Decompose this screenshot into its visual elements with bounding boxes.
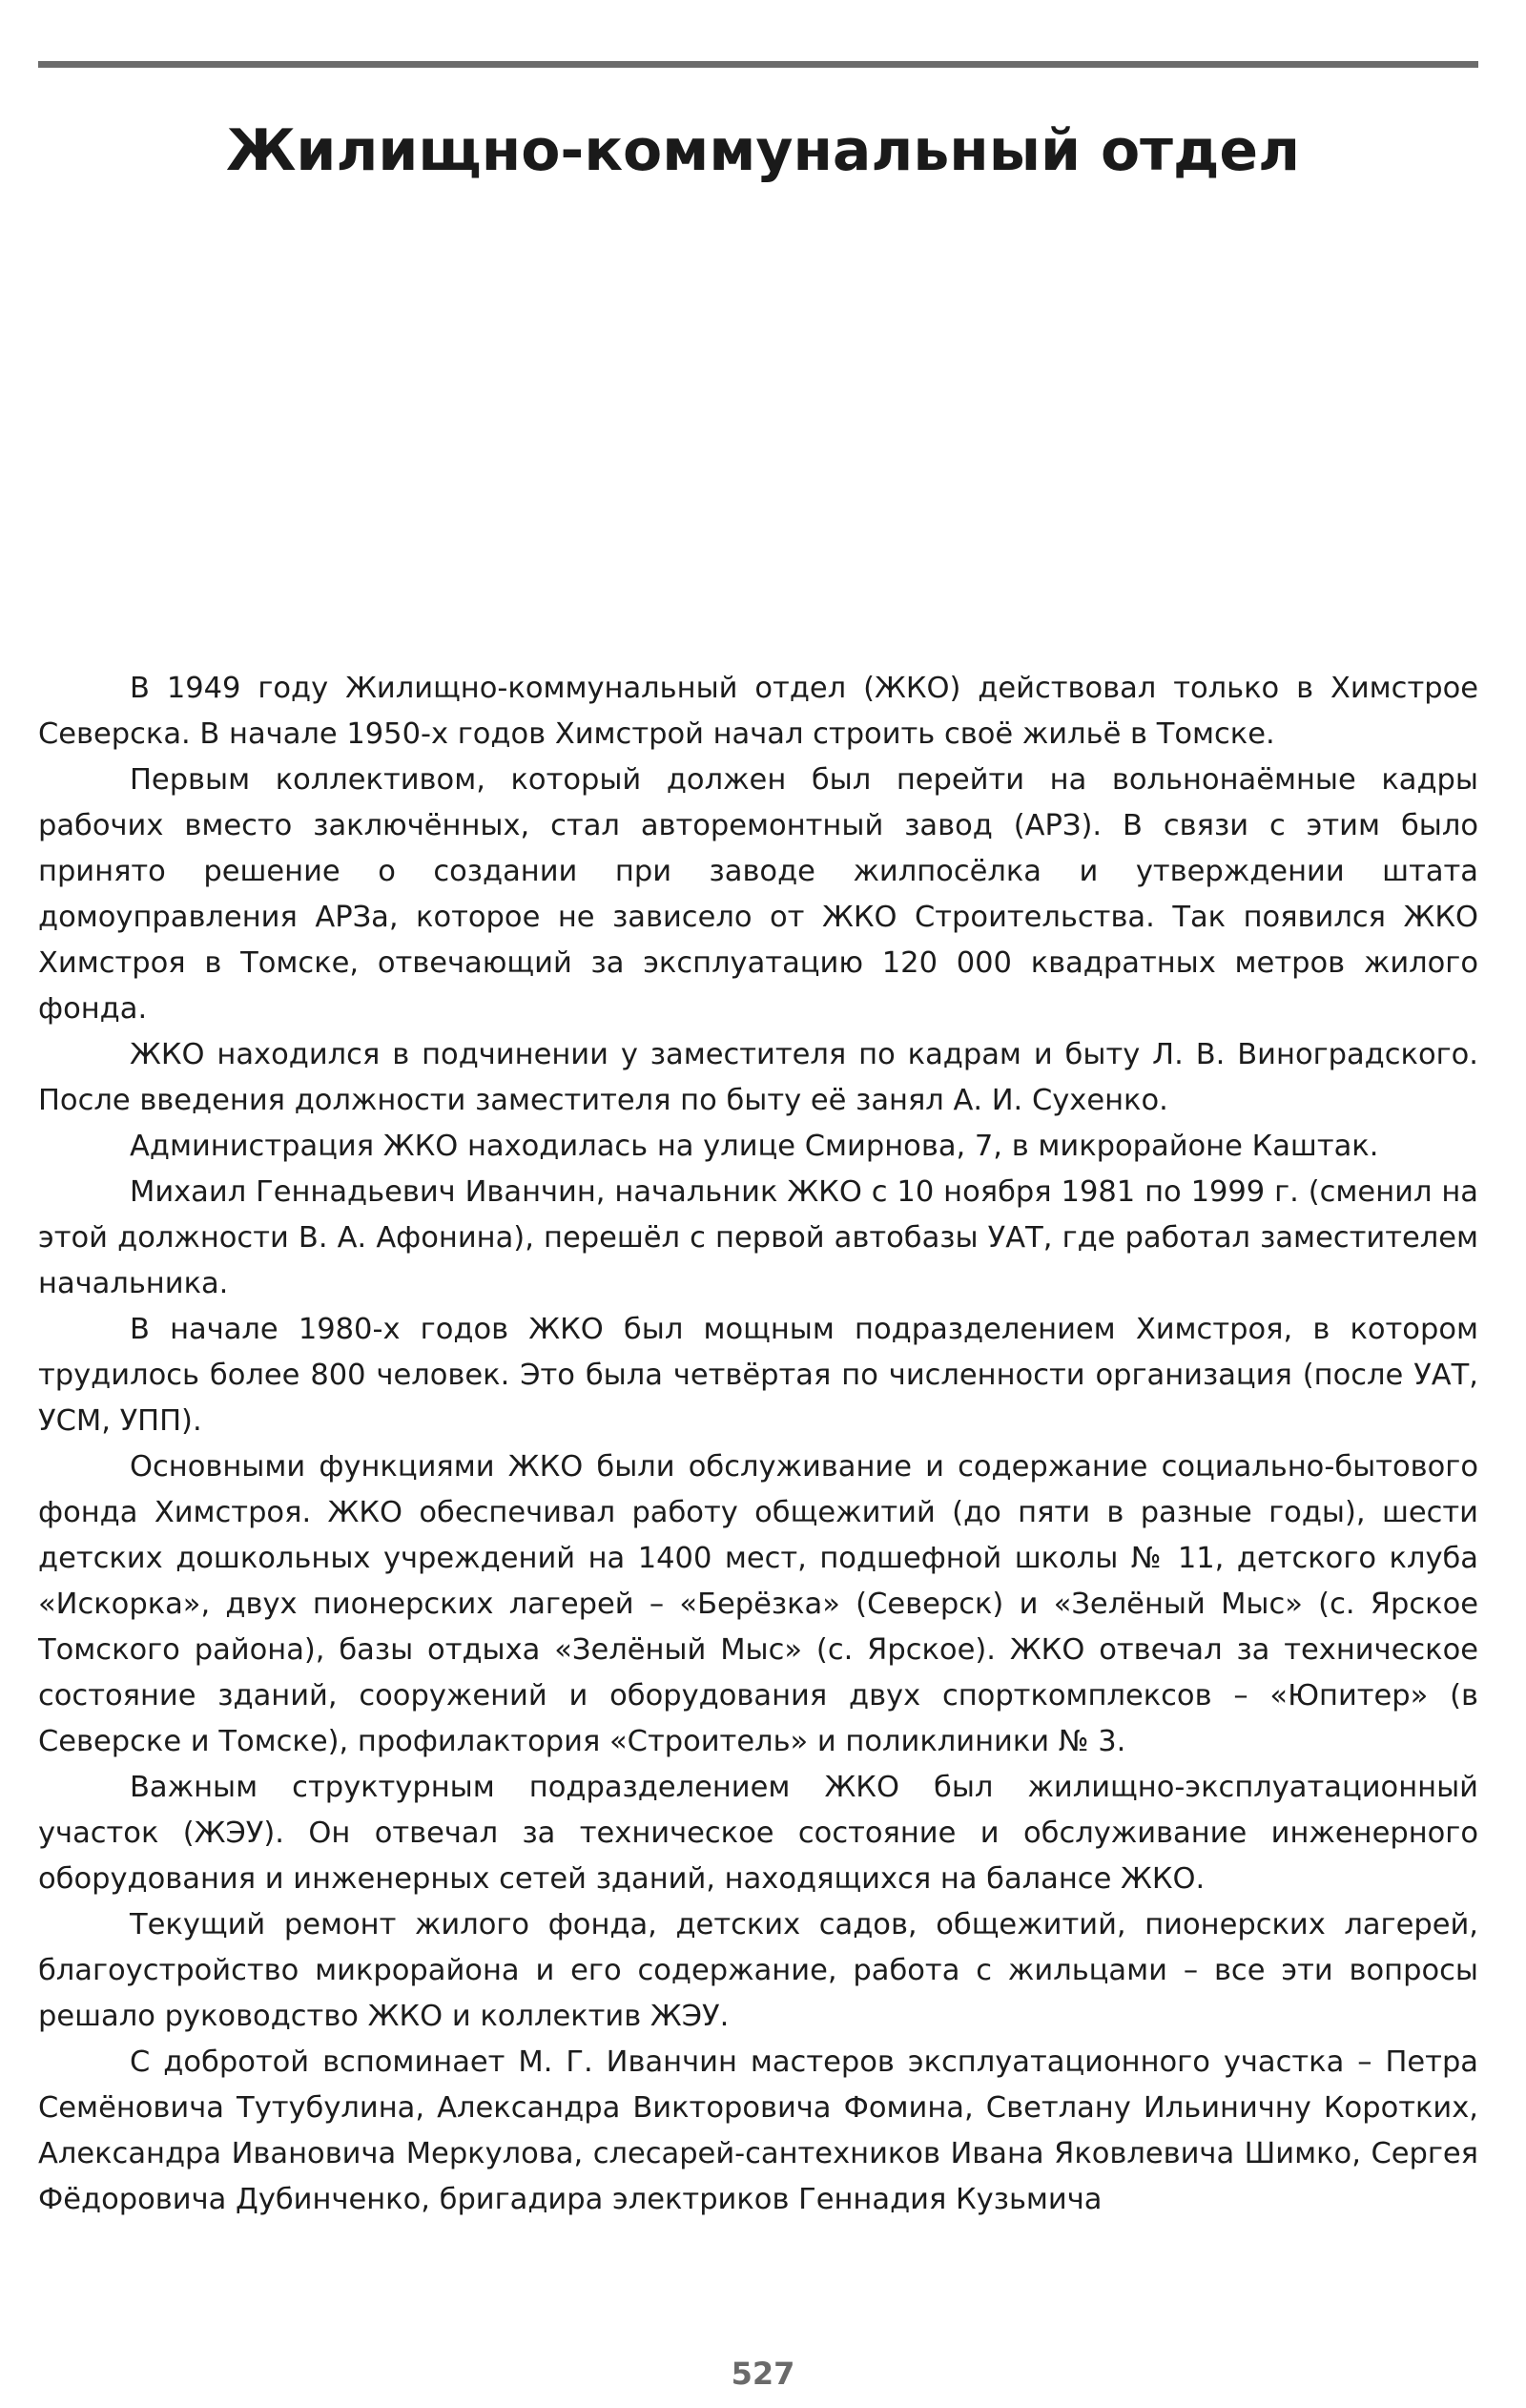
paragraph: Первым коллективом, который должен был перейти на вольнонаёмные кадры рабочих вместо заключённых, стал авторемонтный завод (АРЗ). В связи с этим было принято решение о создании при заводе жилпосёлка и утверждении штата домоуправления АРЗа, которое не зависело от ЖКО Строительства. Так появился ЖКО Химстроя в Томске, отвечающий за эксплуатацию 120 000 квадратных метров жилого фонда. <box>38 763 1478 1026</box>
paragraph: Основными функциями ЖКО были обслуживание и содержание социально-бытового фонда Химстроя. ЖКО обеспечивал работу общежитий (до пяти в разные годы), шести детских дошкольных учреждений на 1400 мест, подшефной школы № 11, детского клуба «Искорка», двух пионерских лагерей – «Берёзка» (Северск) и «Зелёный Мыс» (с. Ярское Томского района), базы отдыха «Зелёный Мыс» (с. Ярское). ЖКО отвечал за техническое состояние зданий, сооружений и оборудования двух спорткомплексов – «Юпитер» (в Северске и Томске), профилактория «Строитель» и поликлиники № 3. <box>38 1450 1478 1758</box>
top-divider <box>38 61 1478 68</box>
paragraph: Текущий ремонт жилого фонда, детских садов, общежитий, пионерских лагерей, благоустройство микрорайона и его содержание, работа с жильцами – все эти вопросы решало руководство ЖКО и коллектив ЖЭУ. <box>38 1908 1478 2033</box>
article-body <box>38 666 1478 2223</box>
paragraph: В начале 1980-х годов ЖКО был мощным подразделением Химстроя, в котором трудилось более 800 человек. Это была четвёртая по численности организация (после УАТ, УСМ, УПП). <box>38 1313 1478 1438</box>
paragraph: Администрация ЖКО находилась на улице Смирнова, 7, в микрорайоне Каштак. <box>130 1130 1379 1163</box>
paragraph: Важным структурным подразделением ЖКО был жилищно-эксплуатационный участок (ЖЭУ). Он отвечал за техническое состояние и обслуживание инженерного оборудования и инженерных сетей зданий, находящихся на балансе ЖКО. <box>38 1771 1478 1896</box>
page-title: Жилищно-коммунальный отдел <box>225 117 1301 184</box>
paragraph: С добротой вспоминает М. Г. Иванчин мастеров эксплуатационного участка – Петра Семёновича Тутубулина, Александра Викторовича Фомина, Светлану Ильиничну Коротких, Александра Ивановича Меркулова, слесарей-сантехников Ивана Яковлевича Шимко, Сергея Фёдоровича Дубинченко, бригадира электриков Геннадия Кузьмича <box>38 2045 1478 2216</box>
paragraph: В 1949 году Жилищно-коммунальный отдел (ЖКО) действовал только в Химстрое Северска. В начале 1950-х годов Химстрой начал строить своё жильё в Томске. <box>38 672 1478 751</box>
paragraph: ЖКО находился в подчинении у заместителя по кадрам и быту Л. В. Виноградского. После введения должности заместителя по быту её занял А. И. Сухенко. <box>38 1038 1478 1117</box>
page-number: 527 <box>731 2356 795 2392</box>
paragraph: Михаил Геннадьевич Иванчин, начальник ЖКО с 10 ноября 1981 по 1999 г. (сменил на этой должности В. А. Афонина), перешёл с первой автобазы УАТ, где работал заместителем начальника. <box>38 1175 1478 1300</box>
